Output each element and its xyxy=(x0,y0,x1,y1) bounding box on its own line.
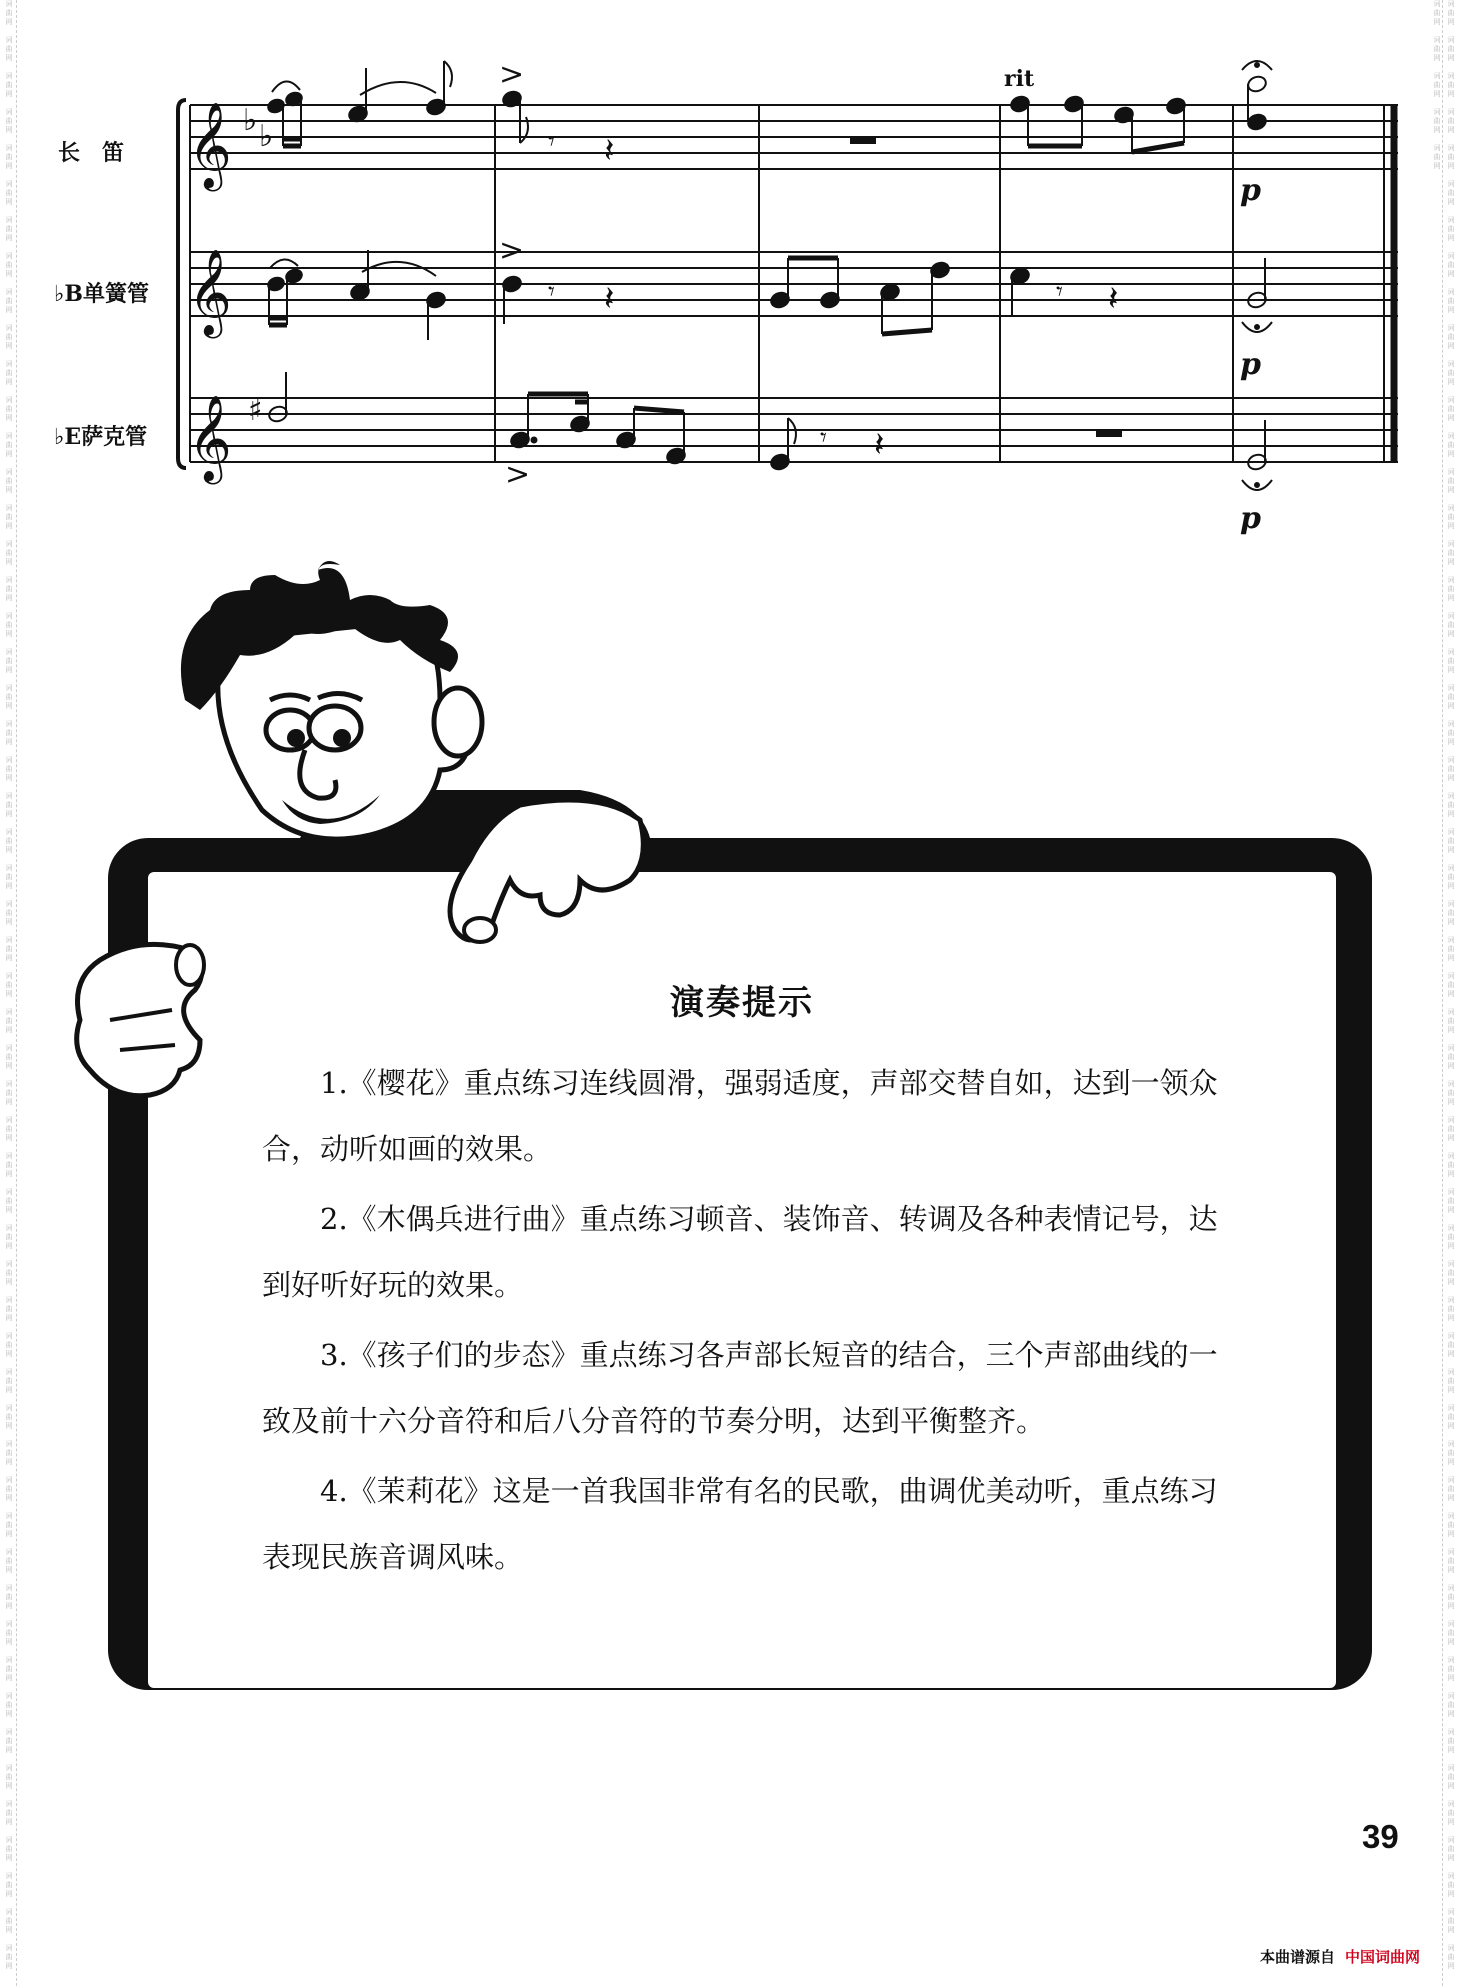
staff-saxophone xyxy=(190,398,1398,462)
tip-item: 3.《孩子们的步态》重点练习各声部长短音的结合，三个声部曲线的一致及前十六分音符和后八分音符的节奏分明，达到平衡整齐。 xyxy=(262,1338,1218,1438)
flat-icon: ♭ xyxy=(243,103,258,138)
dynamic-p: p xyxy=(1240,501,1261,536)
source-label: 本曲谱源自 xyxy=(1259,1948,1335,1966)
svg-text:𝄽: 𝄽 xyxy=(874,425,885,465)
instrument-label-clarinet: ♭B单簧管 xyxy=(54,281,149,307)
treble-clef-icon: 𝄞 xyxy=(188,395,232,481)
dynamic-p: p xyxy=(1240,347,1261,382)
treble-clef-icon: 𝄞 xyxy=(188,102,232,188)
sharp-icon: ♯ xyxy=(248,393,263,428)
performance-tips xyxy=(262,975,1222,1594)
svg-text:>: > xyxy=(499,233,525,268)
tip-item: 2.《木偶兵进行曲》重点练习顿音、装饰音、转调及各种表情记号，达到好听好玩的效果。 xyxy=(262,1202,1218,1302)
music-score xyxy=(0,0,1460,540)
svg-text:𝄾: 𝄾 xyxy=(548,277,555,307)
svg-text:>: > xyxy=(499,57,525,92)
dynamic-p: p xyxy=(1240,173,1261,208)
source-footer xyxy=(1260,1946,1420,1967)
svg-text:𝄾: 𝄾 xyxy=(548,127,555,157)
staff-flute xyxy=(190,105,1398,169)
source-site-link[interactable]: 中国词曲网 xyxy=(1344,1948,1420,1966)
svg-text:𝄾: 𝄾 xyxy=(1056,277,1063,307)
svg-text:>: > xyxy=(505,457,531,492)
staff-clarinet xyxy=(190,252,1398,316)
treble-clef-icon: 𝄞 xyxy=(188,249,232,335)
instrument-label-saxophone: ♭E萨克管 xyxy=(54,424,148,450)
tip-item: 4.《茉莉花》这是一首我国非常有名的民歌，曲调优美动听，重点练习表现民族音调风味。 xyxy=(262,1474,1218,1574)
tempo-rit: rit xyxy=(1004,66,1035,92)
right-watermark-strip: 词曲网 词曲网 词曲网 词曲网 词曲网 词曲网 词曲网 词曲网 词曲网 词曲网 词曲网 词曲网 词曲网 词曲网 词曲网 词曲网 词曲网 词曲网 词曲网 词曲网 词曲网 词曲网 词曲网 词曲网 词曲网 词曲网 词曲网 词曲网 词曲网 词曲网 词曲网 词曲网 词曲网 词曲网 词曲网 词曲网 词曲网 词曲网 词曲网 词曲网 词曲网 词曲网 词曲网 词曲网 词曲网 词曲网 词曲网 词曲网 词曲网 词曲网 词曲网 词曲网 词曲网 词曲网 词曲网 词曲网 词曲网 词曲网 词曲网 词曲网 xyxy=(1433,0,1455,1980)
svg-text:𝄽: 𝄽 xyxy=(604,279,615,319)
page-number: 39 xyxy=(1362,1818,1399,1855)
svg-text:𝄾: 𝄾 xyxy=(820,423,827,453)
tip-item: 1.《樱花》重点练习连线圆滑，强弱适度，声部交替自如，达到一领众合，动听如画的效果。 xyxy=(262,1066,1218,1166)
tips-title: 演奏提示 xyxy=(670,983,814,1023)
system-bracket xyxy=(178,100,186,468)
instrument-label-flute: 长 笛 xyxy=(58,140,125,166)
left-watermark-strip: 词曲网 词曲网 词曲网 词曲网 词曲网 词曲网 词曲网 词曲网 词曲网 词曲网 词曲网 词曲网 词曲网 词曲网 词曲网 词曲网 词曲网 词曲网 词曲网 词曲网 词曲网 词曲网 词曲网 词曲网 词曲网 词曲网 词曲网 词曲网 词曲网 词曲网 词曲网 词曲网 词曲网 词曲网 词曲网 词曲网 词曲网 词曲网 词曲网 词曲网 词曲网 词曲网 词曲网 词曲网 词曲网 词曲网 词曲网 词曲网 词曲网 词曲网 词曲网 词曲网 词曲网 词曲网 词曲网 xyxy=(5,0,13,1971)
svg-text:𝄽: 𝄽 xyxy=(604,131,615,171)
flat-icon: ♭ xyxy=(259,119,274,154)
svg-text:𝄽: 𝄽 xyxy=(1108,279,1119,319)
